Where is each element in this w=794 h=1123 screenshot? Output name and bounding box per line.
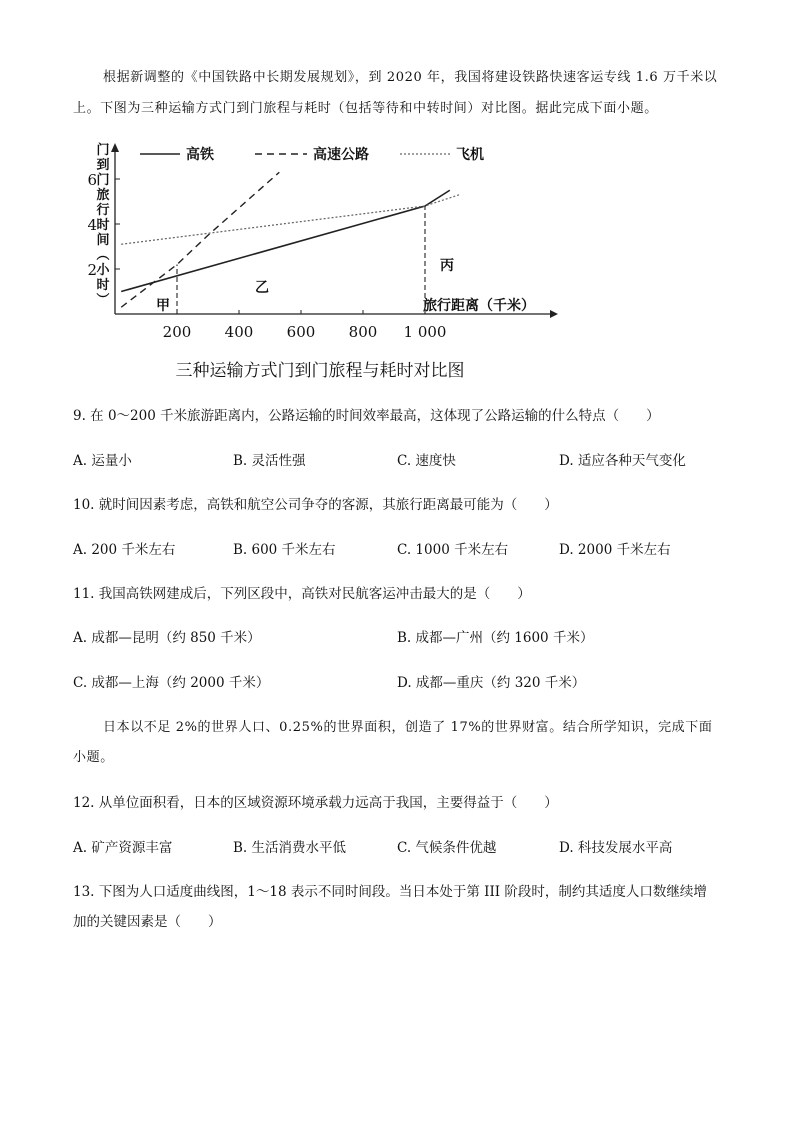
- y-axis-label-char: 旅: [96, 188, 110, 203]
- x-axis-arrow: [550, 310, 558, 318]
- legend-label: 飞机: [456, 147, 484, 163]
- intro-paragraph-line: 小题。: [73, 750, 114, 765]
- question-10-option-d[interactable]: D. 2000 千米左右: [559, 542, 671, 558]
- question-11-option-d[interactable]: D. 成都—重庆（约 320 千米）: [397, 675, 586, 691]
- question-9-option-b[interactable]: B. 灵活性强: [233, 453, 306, 469]
- question-12-option-a[interactable]: A. 矿产资源丰富: [73, 840, 173, 856]
- legend-label: 高铁: [186, 147, 214, 163]
- y-axis-label-char: 到: [96, 158, 110, 173]
- x-axis-label: 旅行距离（千米）: [423, 298, 535, 314]
- y-axis-label-char: （: [94, 247, 109, 261]
- question-10-option-c[interactable]: C. 1000 千米左右: [397, 542, 509, 558]
- legend-label: 高速公路: [313, 147, 369, 163]
- question-9-option-c[interactable]: C. 速度快: [397, 453, 456, 469]
- transport-comparison-chart: [70, 140, 570, 390]
- question-13-stem: 加的关键因素是（ ）: [73, 914, 222, 930]
- y-axis-label-char: 行: [96, 203, 110, 218]
- y-axis-label-char: 间: [96, 233, 110, 248]
- region-label: 乙: [255, 280, 269, 296]
- y-axis-label-char: 小: [96, 263, 110, 278]
- question-11-option-c[interactable]: C. 成都—上海（约 2000 千米）: [73, 675, 270, 691]
- x-tick-label: 800: [348, 323, 378, 341]
- question-10-option-a[interactable]: A. 200 千米左右: [73, 542, 176, 558]
- x-tick-label: 600: [286, 323, 316, 341]
- question-10-option-b[interactable]: B. 600 千米左右: [233, 542, 336, 558]
- question-11-option-b[interactable]: B. 成都—广州（约 1600 千米）: [397, 630, 594, 646]
- chart-title: 三种运输方式门到门旅程与耗时对比图: [175, 361, 465, 381]
- question-10-stem: 10. 就时间因素考虑，高铁和航空公司争夺的客源，其旅行距离最可能为（ ）: [73, 497, 558, 513]
- question-11-stem: 11. 我国高铁网建成后，下列区段中，高铁对民航客运冲击最大的是（ ）: [73, 586, 531, 602]
- y-axis-label-char: 时: [96, 278, 110, 293]
- y-axis-label-char: 门: [96, 143, 110, 158]
- y-tick-label: 6: [87, 171, 97, 189]
- x-tick-label: 1 000: [403, 323, 447, 341]
- question-9-stem: 9. 在 0～200 千米旅游距离内，公路运输的时间效率最高，这体现了公路运输的什么特点（ ）: [73, 408, 660, 424]
- region-label: 甲: [156, 298, 170, 314]
- intro-paragraph-line: 上。下图为三种运输方式门到门旅程与耗时（包括等待和中转时间）对比图。据此完成下面小题。: [73, 101, 658, 116]
- intro-paragraph-line: 根据新调整的《中国铁路中长期发展规划》，到 2020 年，我国将建设铁路快速客运专线 1.6 万千米以: [103, 70, 718, 85]
- y-axis-label-char: ）: [94, 292, 109, 306]
- y-tick-label: 4: [87, 216, 97, 234]
- question-12-option-d[interactable]: D. 科技发展水平高: [559, 840, 673, 856]
- series-line-dotted: [121, 195, 459, 245]
- question-13-stem: 13. 下图为人口适度曲线图，1～18 表示不同时间段。当日本处于第 III 阶段时，制约其适度人口数继续增: [73, 884, 707, 900]
- question-12-option-c[interactable]: C. 气候条件优越: [397, 840, 497, 856]
- intro-paragraph-line: 日本以不足 2%的世界人口、0.25%的世界面积，创造了 17%的世界财富。结合所学知识，完成下面: [103, 720, 713, 735]
- question-9-option-d[interactable]: D. 适应各种天气变化: [559, 453, 686, 469]
- y-axis-label-char: 门: [96, 173, 110, 188]
- y-axis-arrow: [111, 143, 119, 152]
- x-tick-label: 200: [162, 323, 192, 341]
- question-12-stem: 12. 从单位面积看，日本的区域资源环境承载力远高于我国，主要得益于（ ）: [73, 795, 558, 811]
- question-9-option-a[interactable]: A. 运量小: [73, 453, 132, 469]
- y-tick-label: 2: [87, 261, 97, 279]
- y-axis-label-char: 时: [96, 218, 110, 233]
- question-11-option-a[interactable]: A. 成都—昆明（约 850 千米）: [73, 630, 261, 646]
- series-line-solid: [121, 190, 450, 291]
- region-label: 丙: [440, 258, 454, 274]
- question-12-option-b[interactable]: B. 生活消费水平低: [233, 840, 347, 856]
- x-tick-label: 400: [224, 323, 254, 341]
